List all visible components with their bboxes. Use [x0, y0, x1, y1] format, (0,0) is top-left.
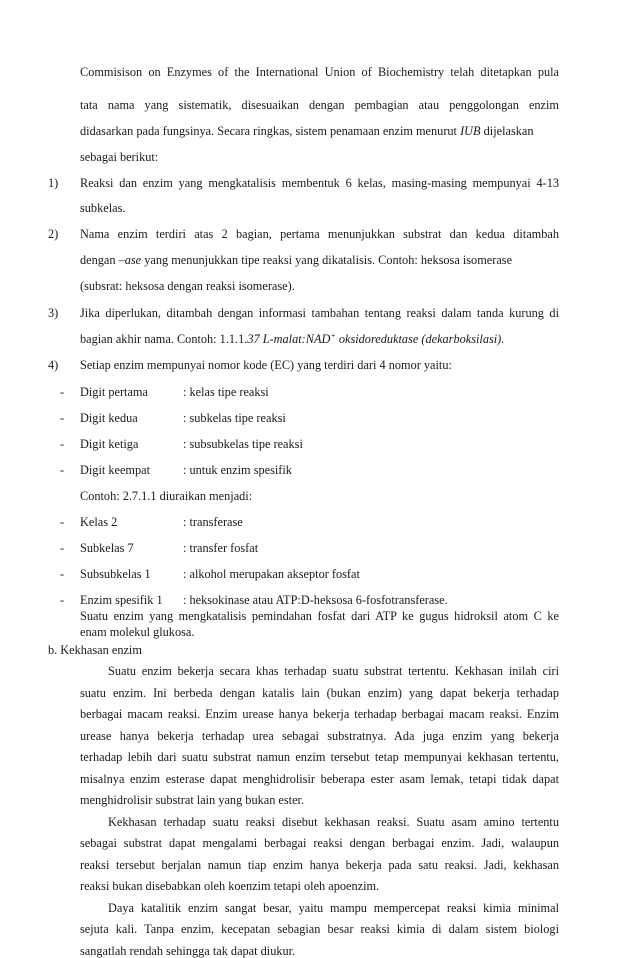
example-dash: -	[60, 515, 65, 529]
example-label: Kelas 2	[80, 515, 118, 529]
example-value: : transfer fosfat	[183, 541, 259, 555]
iub-abbrev: IUB	[460, 124, 481, 138]
intro-line-3	[80, 124, 534, 138]
intro-line-2: tata nama yang sistematik, disesuaikan dengan pembagian atau penggolongan enzim	[80, 98, 559, 112]
rule-3-line-1: Jika diperlukan, ditambah dengan informasi tambahan tentang reaksi dalam tanda kurung di	[80, 306, 559, 320]
paragraph-line: sebagai substrat dapat mengalami berbagai reaksi dengan berbagai enzim. Jadi, walaupun	[80, 836, 559, 850]
digit-dash: -	[60, 463, 65, 477]
rule-2-number: 2)	[48, 227, 59, 241]
paragraph-line: berbagai macam reaksi. Enzim urease hanya bekerja terhadap berbagai macam reaksi. Enzim	[80, 707, 559, 721]
intro-line-1: Commisison on Enzymes of the International Union of Biochemistry telah ditetapkan pula	[80, 65, 559, 79]
enzyme-name-example: 37 L-malat:NAD	[247, 332, 331, 346]
paragraph-line: Suatu enzim bekerja secara khas terhadap suatu substrat tertentu. Kekhasan inilah ciri	[108, 664, 559, 678]
paragraph-line: sejuta kali. Tanpa enzim, kecepatan sebagian besar reaksi kimia di dalam sistem biologi	[80, 922, 559, 936]
rule-1-line-2: subkelas.	[80, 201, 126, 215]
ase-suffix: –ase	[118, 253, 142, 267]
example-note-line-1: Suatu enzim yang mengkatalisis pemindahan fosfat dari ATP ke gugus hidroksil atom C ke	[80, 609, 559, 623]
rule-4-number: 4)	[48, 358, 59, 372]
example-dash: -	[60, 541, 65, 555]
paragraph-line: menghidrolisir substrat lain yang bukan ester.	[80, 793, 305, 807]
rule-4-line-1: Setiap enzim mempunyai nomor kode (EC) yang terdiri dari 4 nomor yaitu:	[80, 358, 452, 372]
example-intro: Contoh: 2.7.1.1 diuraikan menjadi:	[80, 489, 253, 503]
digit-value: : subsubkelas tipe reaksi	[183, 437, 303, 451]
example-dash: -	[60, 593, 65, 607]
intro-line-3-text: didasarkan pada fungsinya. Secara ringkas, sistem penamaan enzim menurut	[80, 124, 461, 138]
digit-value: : untuk enzim spesifik	[183, 463, 292, 477]
example-value: : heksokinase atau ATP:D-heksosa 6-fosfotransferase.	[183, 593, 448, 607]
intro-line-3-end: dijelaskan	[480, 124, 534, 138]
section-b-heading: b. Kekhasan enzim	[48, 643, 142, 657]
rule-3-line-2	[80, 332, 504, 346]
example-value: : alkohol merupakan akseptor fosfat	[183, 567, 360, 581]
example-value: : transferase	[183, 515, 243, 529]
digit-label: Digit kedua	[80, 411, 138, 425]
intro-line-4: sebagai berikut:	[80, 150, 159, 164]
digit-label: Digit pertama	[80, 385, 148, 399]
paragraph-line: reaksi bukan disebabkan oleh koenzim tetapi oleh apoenzim.	[80, 879, 380, 893]
digit-dash: -	[60, 411, 65, 425]
paragraph-line: sangatlah rendah sehingga tak dapat diukur.	[80, 943, 296, 958]
paragraph-line: Kekhasan terhadap suatu reaksi disebut kekhasan reaksi. Suatu asam amino tertentu	[108, 814, 559, 829]
paragraph-line: urease hanya bekerja terhadap urea sebagai substratnya. Ada juga enzim yang bekerja	[80, 728, 559, 743]
example-dash: -	[60, 567, 65, 581]
example-note-line-2: enam molekul glukosa.	[80, 625, 195, 639]
digit-label: Digit keempat	[80, 463, 151, 477]
paragraph-line: suatu enzim. Ini berbeda dengan katalis lain (bukan enzim) yang dapat bekerja terhadap	[80, 685, 559, 700]
paragraph-line: reaksi tersebut berjalan namun tiap enzim hanya bekerja pada satu reaksi. Jadi, kekhasan	[80, 857, 559, 872]
digit-value: : kelas tipe reaksi	[183, 385, 269, 399]
paragraph-line: Daya katalitik enzim sangat besar, yaitu mampu mempercepat reaksi kimia minimal	[108, 900, 559, 915]
example-label: Subsubkelas 1	[80, 567, 151, 581]
example-label: Enzim spesifik 1	[80, 593, 163, 607]
rule-2-line-3: (subsrat: heksosa dengan reaksi isomerase).	[80, 279, 295, 293]
example-label: Subkelas 7	[80, 541, 134, 555]
digit-dash: -	[60, 437, 65, 451]
nad-superscript: +	[330, 330, 336, 340]
rule-1-number: 1)	[48, 176, 59, 190]
digit-label: Digit ketiga	[80, 437, 139, 451]
rule-3-line-2-start: bagian akhir nama. Contoh: 1.1.1.	[80, 332, 248, 346]
paragraph-line: terhadap lebih dari suatu substrat namun enzim tersebut tetap mempunyai kekhasan tertentu,	[80, 750, 559, 764]
paragraph-line: misalnya enzim esterase dapat menghidrolisir beberapa ester asam lemak, tetapi tidak dapat	[80, 771, 559, 786]
rule-3-number: 3)	[48, 306, 59, 320]
rule-2-line-2-end: yang menunjukkan tipe reaksi yang dikatalisis. Contoh: heksosa isomerase	[141, 253, 513, 267]
rule-2-line-1: Nama enzim terdiri atas 2 bagian, pertama menunjukkan substrat dan kedua ditambah	[80, 227, 559, 241]
enzyme-name-example-end: oksidoreduktase (dekarboksilasi).	[335, 332, 505, 346]
rule-2-line-2-start: dengan	[80, 253, 119, 267]
digit-dash: -	[60, 385, 65, 399]
digit-value: : subkelas tipe reaksi	[183, 411, 286, 425]
rule-2-line-2	[80, 253, 512, 267]
rule-1-line-1: Reaksi dan enzim yang mengkatalisis membentuk 6 kelas, masing-masing mempunyai 4-13	[80, 176, 559, 190]
